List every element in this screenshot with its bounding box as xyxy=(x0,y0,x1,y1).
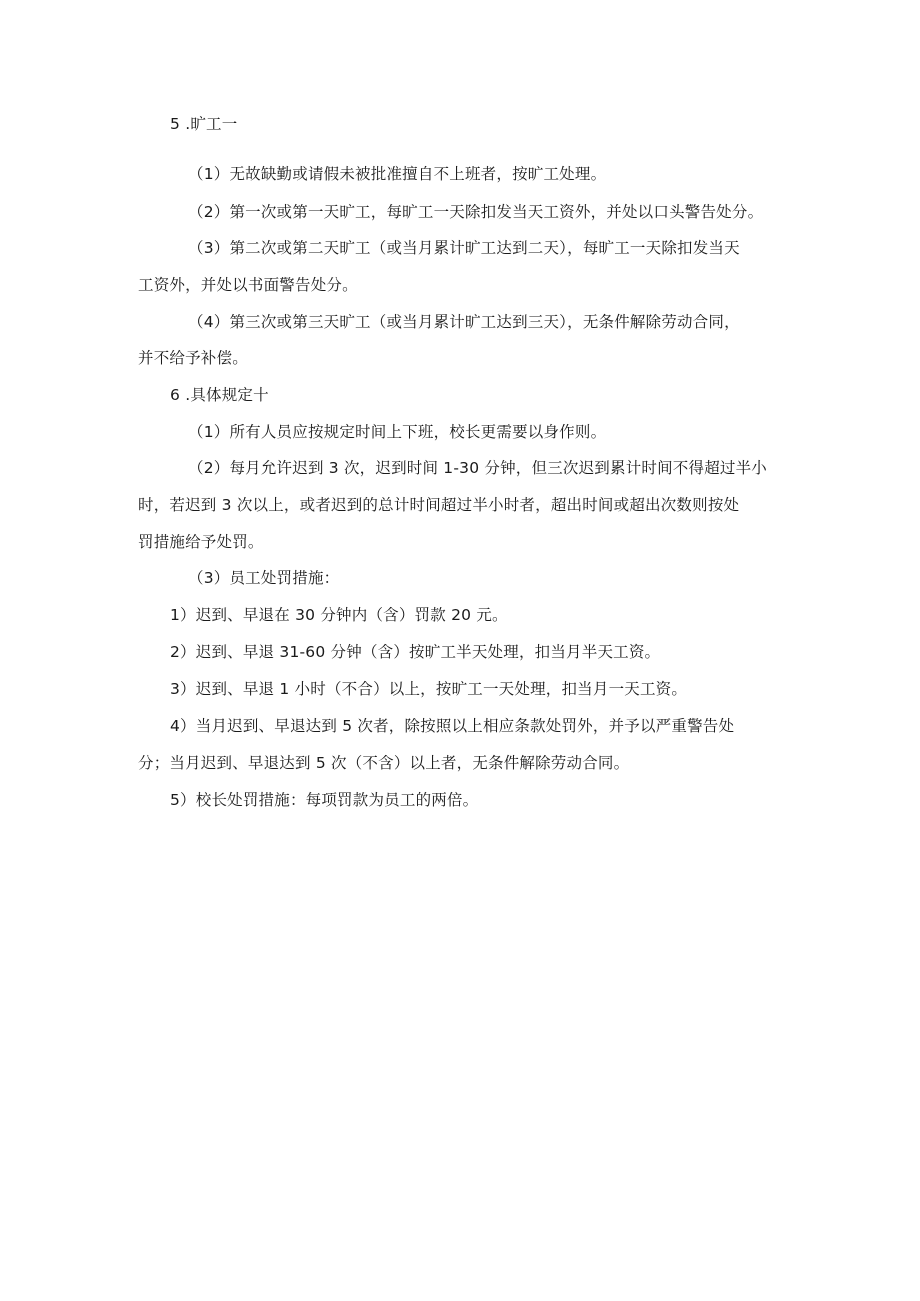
section-5-item-4-cont: 并不给予补偿。 xyxy=(138,349,248,367)
section-6-item-3: （3）员工处罚措施： xyxy=(188,569,340,587)
section-6-item-2-cont-2: 罚措施给予处罚。 xyxy=(138,533,264,551)
penalty-item-3: 3）迟到、早退 1 小时（不合）以上，按旷工一天处理，扣当月一天工资。 xyxy=(170,680,688,698)
section-6-item-2: （2）每月允许迟到 3 次，迟到时间 1-30 分钟，但三次迟到累计时间不得超过半小 xyxy=(188,459,768,477)
penalty-item-2: 2）迟到、早退 31-60 分钟（含）按旷工半天处理，扣当月半天工资。 xyxy=(170,643,661,661)
section-5-item-1: （1）无故缺勤或请假未被批准擅自不上班者，按旷工处理。 xyxy=(188,165,607,183)
section-5-heading: 5 .旷工一 xyxy=(170,115,238,133)
penalty-item-5: 5）校长处罚措施：每项罚款为员工的两倍。 xyxy=(170,791,479,809)
section-5-item-2: （2）第一次或第一天旷工，每旷工一天除扣发当天工资外，并处以口头警告处分。 xyxy=(188,203,764,221)
section-5-item-3: （3）第二次或第二天旷工（或当月累计旷工达到二天），每旷工一天除扣发当天 xyxy=(188,239,740,257)
penalty-item-1: 1）迟到、早退在 30 分钟内（含）罚款 20 元。 xyxy=(170,606,508,624)
section-6-item-2-cont-1: 时，若迟到 3 次以上，或者迟到的总计时间超过半小时者，超出时间或超出次数则按处 xyxy=(138,496,740,514)
section-6-heading: 6 .具体规定十 xyxy=(170,386,269,404)
section-5-item-3-cont: 工资外，并处以书面警告处分。 xyxy=(138,276,358,294)
penalty-item-4: 4）当月迟到、早退达到 5 次者，除按照以上相应条款处罚外，并予以严重警告处 xyxy=(170,717,735,735)
penalty-item-4-cont: 分；当月迟到、早退达到 5 次（不含）以上者，无条件解除劳动合同。 xyxy=(138,754,630,772)
section-6-item-1: （1）所有人员应按规定时间上下班，校长更需要以身作则。 xyxy=(188,423,607,441)
section-5-item-4: （4）第三次或第三天旷工（或当月累计旷工达到三天），无条件解除劳动合同， xyxy=(188,313,740,331)
